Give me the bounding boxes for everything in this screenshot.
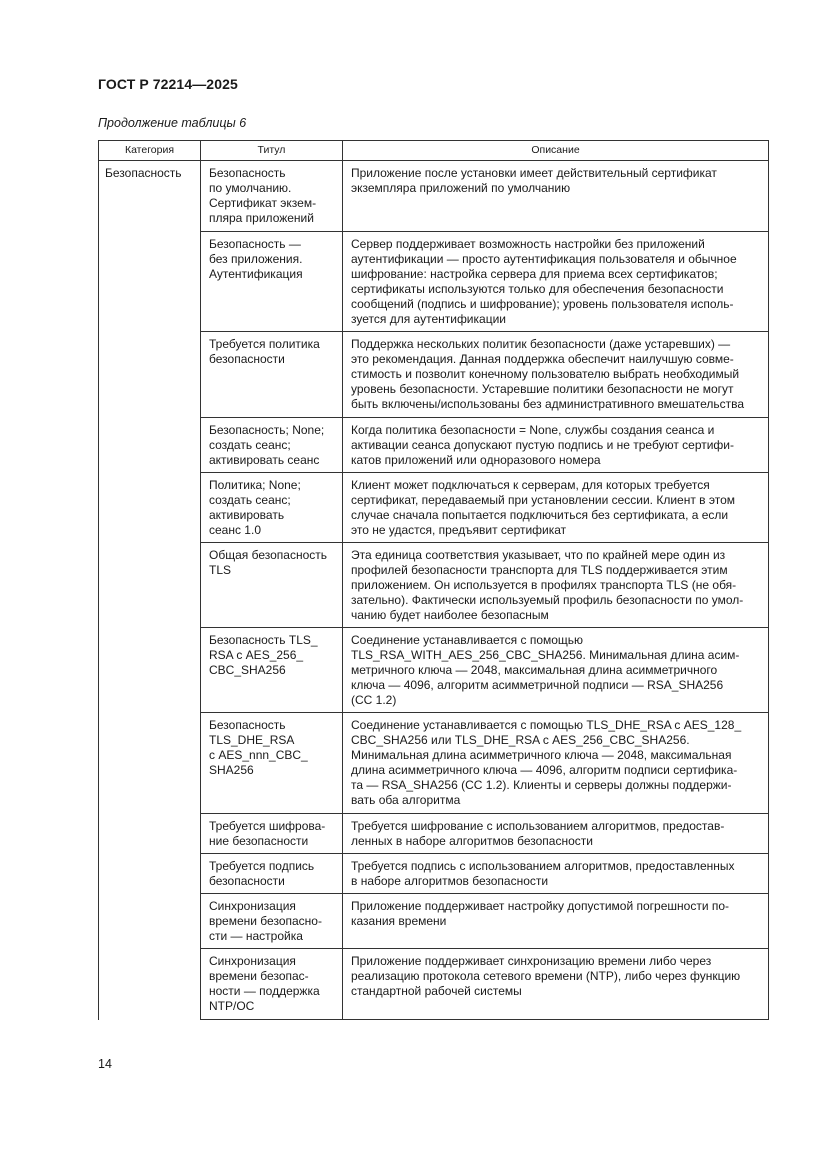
cell-title [201, 894, 343, 949]
table-header-row [99, 141, 769, 161]
cell-title [201, 232, 343, 332]
description-line: Соединение устанавливается с помощью [351, 633, 584, 647]
description-line: чанию будет наиболее безопасным [351, 608, 549, 622]
title-line: Синхронизация [209, 954, 296, 968]
title-line: Аутентификация [209, 267, 303, 281]
cell-category [99, 332, 201, 418]
cell-category [99, 543, 201, 628]
description-line: Эта единица соответствия указывает, что по крайней мере один из [351, 548, 726, 562]
cell-title [201, 332, 343, 418]
cell-description [343, 713, 769, 814]
description-line: зательно). Фактически используемый профиль безопасности по умол- [351, 593, 744, 607]
title-line: активировать сеанс [209, 453, 320, 467]
description-line: в наборе алгоритмов безопасности [351, 874, 549, 888]
title-line: ности — поддержка [209, 984, 320, 998]
column-header-description: Описание [343, 141, 769, 161]
cell-description [343, 232, 769, 332]
title-line: без приложения. [209, 252, 303, 266]
description-line: Поддержка нескольких политик безопасности (даже устаревших) — [351, 337, 731, 351]
cell-title [201, 161, 343, 232]
description-line: Когда политика безопасности = None, службы создания сеанса и [351, 423, 715, 437]
title-line: Синхронизация [209, 899, 296, 913]
title-line: времени безопас- [209, 969, 309, 983]
description-line: сертификаты используются только для обеспечения безопасности [351, 282, 724, 296]
description-line: активации сеанса допускают пустую подпись и не требуют сертифи- [351, 438, 734, 452]
description-line: Клиент может подключаться к серверам, для которых требуется [351, 478, 710, 492]
cell-description [343, 543, 769, 628]
table-row [99, 949, 769, 1020]
table-row [99, 418, 769, 473]
description-line: экземпляра приложений по умолчанию [351, 181, 571, 195]
cell-title [201, 543, 343, 628]
cell-description [343, 854, 769, 894]
title-line: SHA256 [209, 763, 254, 777]
title-line: по умолчанию. [209, 181, 292, 195]
cell-category [99, 473, 201, 543]
table-row [99, 894, 769, 949]
description-line: сообщений (подпись и шифрование); уровень пользователя исполь- [351, 297, 734, 311]
description-line: ключа — 4096, алгоритм асимметричной подписи — RSA_SHA256 [351, 678, 724, 692]
specification-table [98, 140, 769, 1020]
page-number: 14 [98, 1057, 112, 1071]
column-header-category: Категория [99, 141, 201, 161]
cell-title [201, 418, 343, 473]
description-line: профилей безопасности транспорта для TLS поддерживается этим [351, 563, 728, 577]
description-line: ленных в наборе алгоритмов безопасности [351, 834, 593, 848]
description-line: Соединение устанавливается с помощью TLS_DHE_RSA с AES_128_ [351, 718, 742, 732]
table-row [99, 713, 769, 814]
description-line: зуется для аутентификации [351, 312, 506, 326]
description-line: уровень безопасности. Устаревшие политики безопасности не могут [351, 382, 734, 396]
table-row [99, 543, 769, 628]
cell-description [343, 161, 769, 232]
description-line: длина асимметричного ключа — 4096, алгоритм подписи сертифика- [351, 763, 738, 777]
title-line: TLS_DHE_RSA [209, 733, 295, 747]
cell-title [201, 814, 343, 854]
title-line: с AES_nnn_CBC_ [209, 748, 308, 762]
cell-category [99, 418, 201, 473]
description-line: казания времени [351, 914, 447, 928]
column-header-title: Титул [201, 141, 343, 161]
table-body [99, 161, 769, 1020]
cell-description [343, 894, 769, 949]
table-row [99, 473, 769, 543]
description-line: (CC 1.2) [351, 693, 397, 707]
description-line: та — RSA_SHA256 (CC 1.2). Клиенты и серверы должны поддержи- [351, 778, 732, 792]
table-row [99, 814, 769, 854]
cell-category [99, 854, 201, 894]
title-line: Политика; None; [209, 478, 301, 492]
title-line: TLS [209, 563, 232, 577]
description-line: вать оба алгоритма [351, 793, 461, 807]
description-line: стимость и позволит конечному пользователю выбрать необходимый [351, 367, 740, 381]
cell-description [343, 418, 769, 473]
cell-title [201, 628, 343, 713]
cell-title [201, 713, 343, 814]
description-line: шифрование: настройка сервера для приема всех сертификатов; [351, 267, 718, 281]
description-line: метричного ключа — 2048, максимальная длина асимметричного [351, 663, 718, 677]
description-line: реализацию протокола сетевого времени (NTP), либо через функцию [351, 969, 741, 983]
cell-description [343, 814, 769, 854]
cell-category [99, 894, 201, 949]
description-line: это не удастся, предъявит сертификат [351, 523, 567, 537]
description-line: стандартной рабочей системы [351, 984, 522, 998]
table-row [99, 628, 769, 713]
title-line: RSA с AES_256_ [209, 648, 304, 662]
cell-category [99, 232, 201, 332]
description-line: CBC_SHA256 или TLS_DHE_RSA с AES_256_CBC_SHA256. [351, 733, 690, 747]
cell-title [201, 949, 343, 1020]
description-line: это рекомендация. Данная поддержка обеспечит наилучшую совме- [351, 352, 734, 366]
cell-category [99, 628, 201, 713]
table-row [99, 854, 769, 894]
title-line: создать сеанс; [209, 493, 291, 507]
cell-description [343, 332, 769, 418]
description-line: сертификат, передаваемый при установлении сессии. Клиент в этом [351, 493, 736, 507]
title-line: активировать [209, 508, 285, 522]
title-line: Требуется подпись [209, 859, 315, 873]
description-line: Сервер поддерживает возможность настройки без приложений [351, 237, 705, 251]
title-line: сти — настройка [209, 929, 303, 943]
title-line: Требуется политика [209, 337, 320, 351]
cell-title [201, 473, 343, 543]
category-label: Безопасность [105, 166, 182, 180]
document-id: ГОСТ Р 72214—2025 [98, 76, 238, 92]
description-line: Приложение поддерживает настройку допустимой погрешности по- [351, 899, 730, 913]
description-line: случае сначала попытается подключиться без сертификата, а если [351, 508, 729, 522]
title-line: Безопасность — [209, 237, 301, 251]
title-line: пляра приложений [209, 211, 314, 225]
description-line: Требуется шифрование с использованием алгоритмов, предостав- [351, 819, 725, 833]
title-line: Безопасность; None; [209, 423, 325, 437]
title-line: безопасности [209, 352, 285, 366]
title-line: CBC_SHA256 [209, 663, 286, 677]
title-line: Сертификат экзем- [209, 196, 317, 210]
title-line: ние безопасности [209, 834, 309, 848]
description-line: приложением. Он используется в профилях транспорта TLS (не обя- [351, 578, 737, 592]
title-line: Требуется шифрова- [209, 819, 326, 833]
description-line: Приложение поддерживает синхронизацию времени либо через [351, 954, 712, 968]
cell-category [99, 713, 201, 814]
table-caption: Продолжение таблицы 6 [98, 116, 247, 130]
title-line: времени безопасно- [209, 914, 322, 928]
title-line: NTP/OC [209, 999, 255, 1013]
table-row [99, 232, 769, 332]
table-row [99, 161, 769, 232]
table-row [99, 332, 769, 418]
title-line: сеанс 1.0 [209, 523, 261, 537]
cell-category [99, 814, 201, 854]
description-line: быть включены/использованы без административного вмешательства [351, 397, 745, 411]
description-line: TLS_RSA_WITH_AES_256_CBC_SHA256. Минимальная длина асим- [351, 648, 740, 662]
title-line: Безопасность [209, 166, 286, 180]
cell-description [343, 473, 769, 543]
description-line: аутентификации — просто аутентификация пользователя и обычное [351, 252, 737, 266]
title-line: Общая безопасность [209, 548, 327, 562]
description-line: Требуется подпись с использованием алгоритмов, предоставленных [351, 859, 735, 873]
title-line: Безопасность [209, 718, 286, 732]
description-line: Приложение после установки имеет действительный сертификат [351, 166, 717, 180]
cell-title [201, 854, 343, 894]
cell-category [99, 949, 201, 1020]
description-line: Минимальная длина асимметричного ключа — 2048, максимальная [351, 748, 732, 762]
description-line: катов приложений или одноразового номера [351, 453, 601, 467]
title-line: безопасности [209, 874, 285, 888]
title-line: Безопасность TLS_ [209, 633, 318, 647]
cell-category [99, 161, 201, 232]
cell-description [343, 949, 769, 1020]
cell-description [343, 628, 769, 713]
title-line: создать сеанс; [209, 438, 291, 452]
